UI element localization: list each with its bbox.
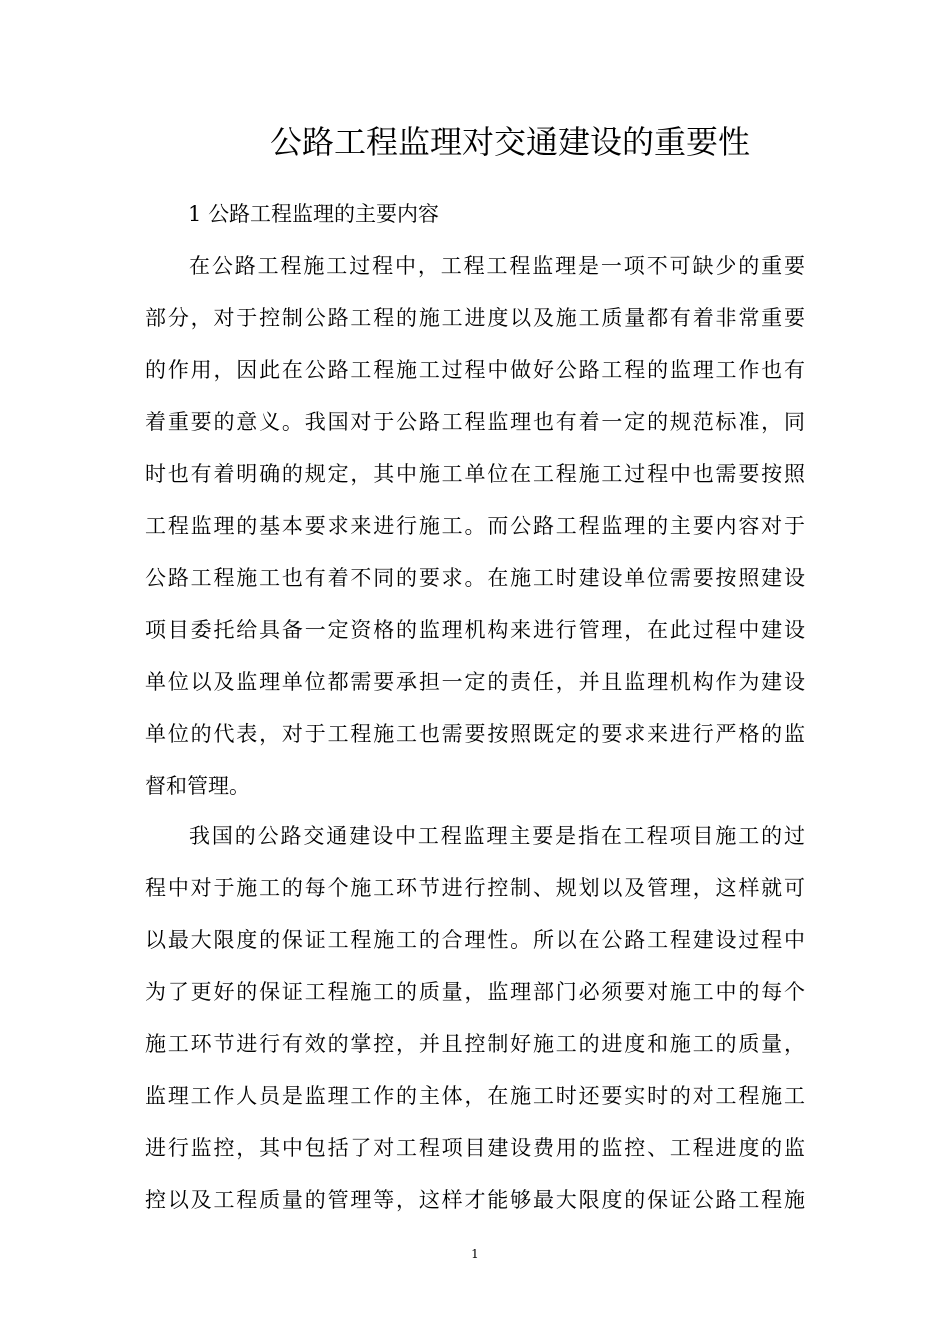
paragraph-line: 进行监控，其中包括了对工程项目建设费用的监控、工程进度的监 [145,1136,805,1160]
paragraph-line: 监理工作人员是监理工作的主体，在施工时还要实时的对工程施工 [145,1084,805,1108]
paragraph-line: 着重要的意义。我国对于公路工程监理也有着一定的规范标准，同 [145,410,805,434]
section-heading [188,196,439,232]
section-number: 1 [188,202,202,226]
paragraph-line: 我国的公路交通建设中工程监理主要是指在工程项目施工的过 [189,824,805,848]
page-number: 1 [471,1247,479,1261]
paragraph-line: 程中对于施工的每个施工环节进行控制、规划以及管理，这样就可 [145,876,805,900]
paragraph-line: 项目委托给具备一定资格的监理机构来进行管理，在此过程中建设 [145,618,805,642]
paragraph-1 [145,240,805,812]
paragraph-line: 单位以及监理单位都需要承担一定的责任，并且监理机构作为建设 [145,670,805,694]
paragraph-line: 公路工程施工也有着不同的要求。在施工时建设单位需要按照建设 [145,566,805,590]
paragraph-line: 时也有着明确的规定，其中施工单位在工程施工过程中也需要按照 [145,462,805,486]
paragraph-line: 督和管理。 [145,774,250,798]
paragraph-line: 部分，对于控制公路工程的施工进度以及施工质量都有着非常重要 [145,306,805,330]
paragraph-line: 控以及工程质量的管理等，这样才能够最大限度的保证公路工程施 [145,1188,805,1212]
paragraph-line: 单位的代表，对于工程施工也需要按照既定的要求来进行严格的监 [145,722,805,746]
paragraph-line: 工程监理的基本要求来进行施工。而公路工程监理的主要内容对于 [145,514,805,538]
document-title: 公路工程监理对交通建设的重要性 [269,123,750,161]
paragraph-line: 在公路工程施工过程中，工程工程监理是一项不可缺少的重要 [189,254,805,278]
section-heading-text: 公路工程监理的主要内容 [208,202,440,226]
paragraph-line: 以最大限度的保证工程施工的合理性。所以在公路工程建设过程中 [145,928,805,952]
paragraph-line: 的作用，因此在公路工程施工过程中做好公路工程的监理工作也有 [145,358,805,382]
paragraph-line: 施工环节进行有效的掌控，并且控制好施工的进度和施工的质量， [145,1032,805,1056]
paragraph-2 [145,810,805,1226]
paragraph-line: 为了更好的保证工程施工的质量，监理部门必须要对施工中的每个 [145,980,805,1004]
